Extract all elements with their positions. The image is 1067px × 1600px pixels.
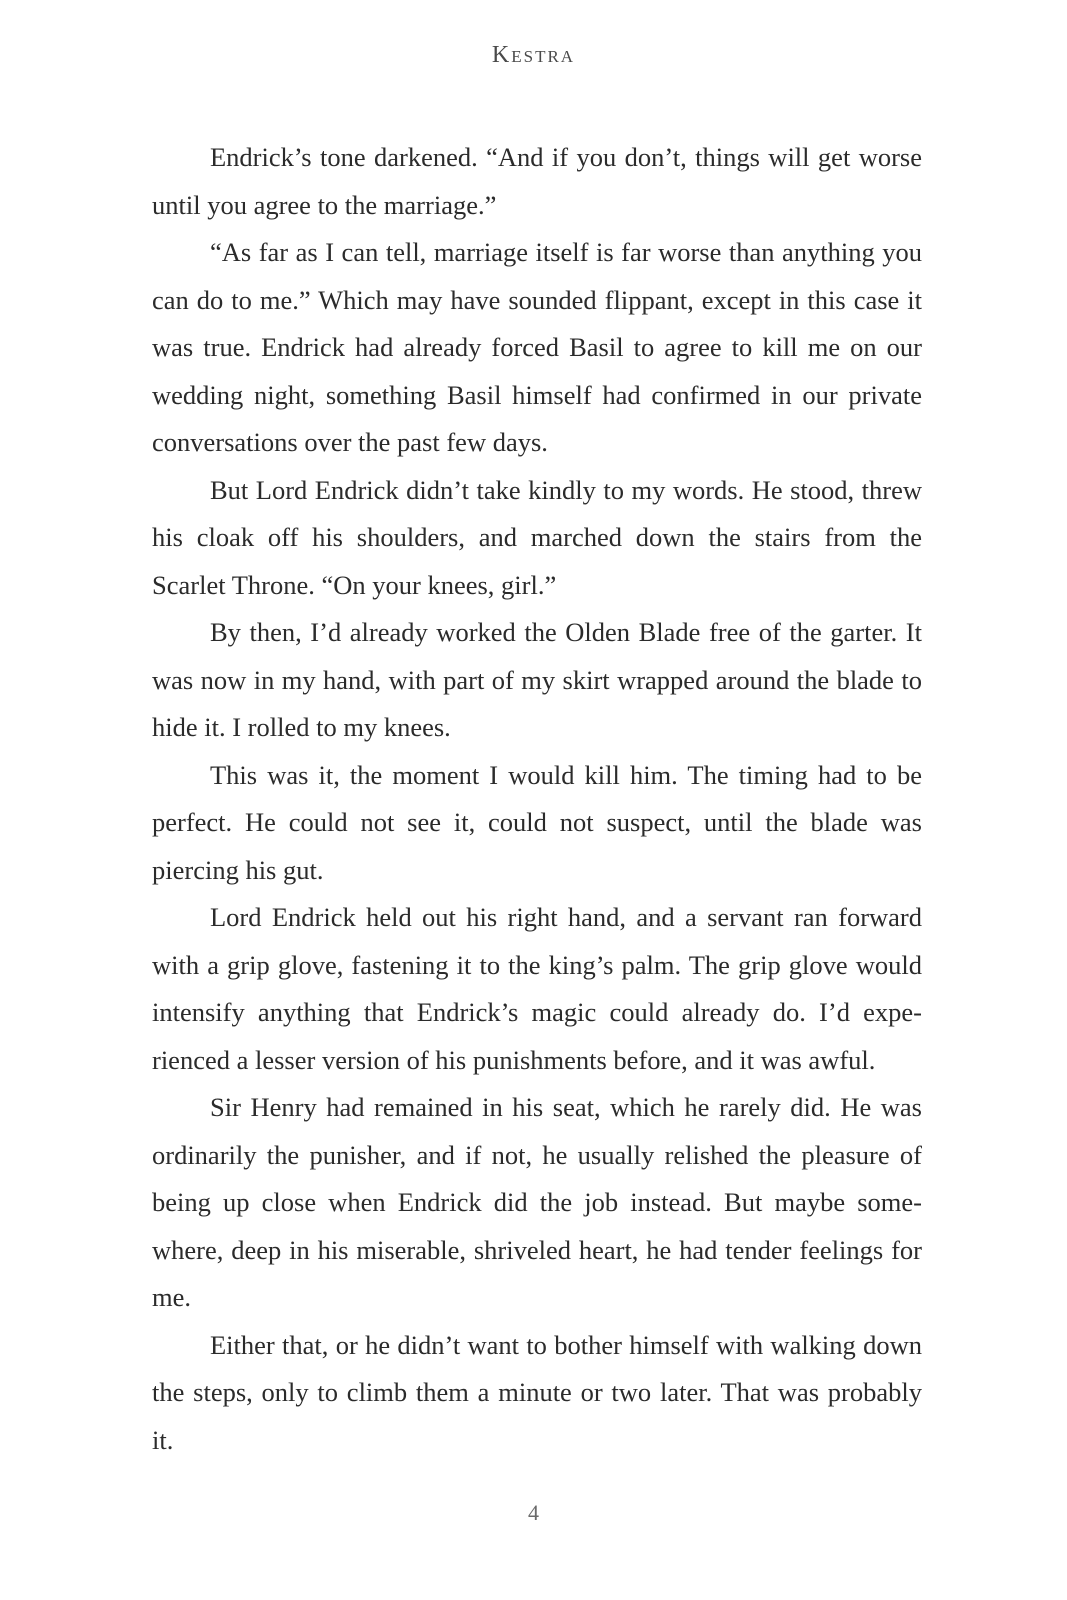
paragraph: This was it, the moment I would kill him. The timing had to be perfect. He could not see it, could not suspect, until the blade was piercing his gut. bbox=[152, 759, 922, 885]
paragraph: By then, I’d already worked the Olden Blade free of the garter. It was now in my hand, with part of my skirt wrapped around the blade to hide it. I rolled to my knees. bbox=[152, 617, 922, 742]
page-number: 4 bbox=[528, 1500, 539, 1525]
paragraph: Either that, or he didn’t want to bother himself with walking down the steps, only to climb them a minute or two later. That was probably it. bbox=[152, 1329, 922, 1455]
running-head: Kestra bbox=[491, 42, 576, 68]
paragraph: Lord Endrick held out his right hand, and a servant ran forward with a grip glove, fastening it to the king’s palm. The grip glove would intensify anything that Endrick’s magic could already do. I’d experienced a lesser version of his punishments before, and it was awful. bbox=[152, 902, 922, 1075]
paragraph: Sir Henry had remained in his seat, which he rarely did. He was ordinarily the punisher, and if not, he usually relished the pleasure of being up close when Endrick did the job instead. But maybe somewhere, deep in his miserable, shriveled heart, he had tender feelings for me. bbox=[152, 1092, 922, 1312]
paragraph: Endrick’s tone darkened. “And if you don’t, things will get worse until you agree to the marriage.” bbox=[152, 142, 922, 220]
paragraph: “As far as I can tell, marriage itself is far worse than anything you can do to me.” Which may have sounded flippant, except in this case it was true. Endrick had already forced Basil to agree to kill me on our wedding night, something Basil himself had confirmed in our private conversations over the past few days. bbox=[152, 237, 922, 457]
body-text bbox=[152, 134, 922, 1464]
paragraph: But Lord Endrick didn’t take kindly to my words. He stood, threw his cloak off his shoulders, and marched down the stairs from the Scarlet Throne. “On your knees, girl.” bbox=[152, 474, 922, 600]
